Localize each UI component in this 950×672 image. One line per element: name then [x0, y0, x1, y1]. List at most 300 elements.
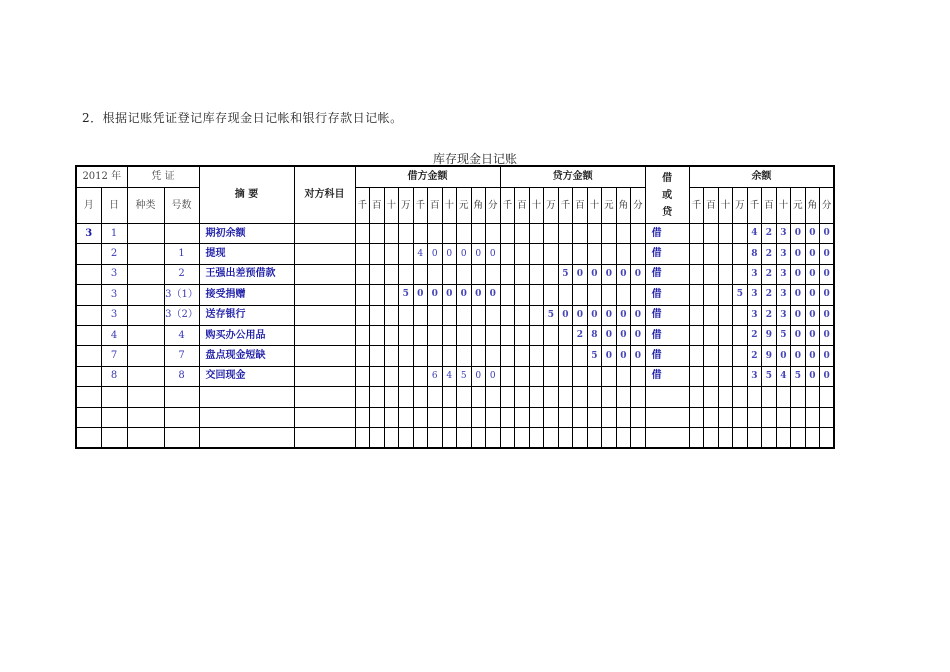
debit-header: 借方金额 [355, 166, 500, 188]
debit-digit-cell [457, 346, 472, 366]
debit-digit-cell [355, 325, 370, 345]
summary-cell: 送存银行 [199, 305, 294, 325]
balance-digit: 2 [765, 309, 773, 320]
debit-digit-cell [355, 407, 370, 427]
credit-digit-cell [616, 366, 631, 386]
balance-digit-cell [805, 224, 820, 244]
balance-digit-cell [718, 264, 733, 284]
balance-digit-cell [733, 224, 748, 244]
debit-digit-cell [442, 264, 457, 284]
balance-digit-cell [776, 285, 791, 305]
balance-digit-cell [820, 285, 835, 305]
account-cell [294, 387, 355, 407]
balance-digit-cell [762, 224, 777, 244]
credit-unit-1: 百 [515, 188, 530, 224]
credit-digit-cell [602, 285, 617, 305]
table-row [76, 387, 834, 407]
day-cell: 3 [101, 285, 127, 305]
credit-digit-cell [529, 387, 544, 407]
credit-digit-cell [544, 264, 559, 284]
credit-digit-cell [500, 264, 515, 284]
balance-digit-cell [747, 387, 762, 407]
balance-digit-cell [791, 387, 806, 407]
balance-digit: 9 [765, 350, 773, 361]
credit-digit-cell [616, 285, 631, 305]
balance-digit-cell [805, 305, 820, 325]
balance-digit-cell [820, 407, 835, 427]
debit-digit-cell [384, 285, 399, 305]
summary-cell [199, 387, 294, 407]
credit-digit-cell [544, 285, 559, 305]
balance-digit: 3 [751, 309, 758, 320]
intro-text: 2．根据记账凭证登记库存现金日记帐和银行存款日记帐。 [82, 111, 403, 125]
type-cell [127, 244, 164, 264]
balance-digit-cell [776, 346, 791, 366]
balance-digit: 0 [823, 370, 830, 381]
balance-digit-cell [733, 305, 748, 325]
credit-digit: 0 [620, 350, 627, 361]
balance-digit-cell [791, 407, 806, 427]
credit-digit-cell [500, 305, 515, 325]
day-cell: 3 [101, 264, 127, 284]
summary-cell: 提现 [199, 244, 294, 264]
balance-header: 余额 [689, 166, 834, 188]
credit-digit-cell [529, 224, 544, 244]
credit-digit: 0 [605, 268, 612, 279]
debit-digit-cell [457, 224, 472, 244]
debit-digit: 5 [460, 370, 467, 381]
debit-digit: 0 [475, 289, 482, 300]
balance-unit-7: 元 [791, 188, 806, 224]
credit-digit-cell [544, 366, 559, 386]
credit-digit-cell [602, 224, 617, 244]
credit-digit-cell [631, 387, 646, 407]
debit-digit-cell [355, 224, 370, 244]
credit-digit-cell [515, 427, 530, 448]
credit-digit-cell [602, 346, 617, 366]
balance-digit: 4 [780, 370, 787, 381]
credit-digit-cell [631, 427, 646, 448]
balance-digit-cell [820, 366, 835, 386]
balance-digit: 0 [794, 309, 802, 320]
debit-digit-cell [355, 264, 370, 284]
credit-digit-cell [631, 264, 646, 284]
credit-digit: 0 [620, 330, 627, 341]
summary-cell [199, 427, 294, 448]
balance-digit: 0 [823, 330, 830, 341]
credit-digit-cell [544, 244, 559, 264]
credit-digit-cell [558, 346, 573, 366]
credit-digit-cell [544, 305, 559, 325]
balance-digit: 0 [780, 350, 787, 361]
balance-digit: 5 [736, 289, 744, 300]
balance-digit-cell [820, 387, 835, 407]
day-cell: 3 [101, 305, 127, 325]
debit-digit-cell [355, 387, 370, 407]
debit-digit-cell [471, 244, 486, 264]
debit-digit: 6 [431, 370, 438, 381]
balance-digit: 0 [809, 248, 816, 259]
balance-digit: 0 [794, 350, 802, 361]
credit-digit-cell [616, 305, 631, 325]
debit-digit-cell [486, 264, 501, 284]
balance-digit-cell [791, 325, 806, 345]
debit-digit-cell [428, 346, 443, 366]
credit-unit-2: 十 [529, 188, 544, 224]
credit-digit-cell [515, 325, 530, 345]
month-cell [76, 427, 101, 448]
debit-digit-cell [370, 346, 385, 366]
balance-digit: 2 [751, 330, 758, 341]
balance-digit-cell [762, 427, 777, 448]
month-cell [76, 407, 101, 427]
credit-digit: 2 [576, 330, 583, 341]
debit-digit: 0 [417, 289, 424, 300]
balance-digit: 2 [765, 268, 773, 279]
balance-digit: 3 [780, 228, 787, 239]
balance-digit: 3 [780, 248, 787, 259]
debit-digit-cell [413, 285, 428, 305]
credit-digit-cell [573, 407, 588, 427]
debit-digit-cell [471, 407, 486, 427]
credit-digit: 0 [591, 309, 598, 320]
balance-digit-cell [718, 305, 733, 325]
debit-digit-cell [399, 407, 414, 427]
debit-digit-cell [442, 285, 457, 305]
debit-digit-cell [413, 264, 428, 284]
credit-digit-cell [500, 366, 515, 386]
credit-digit-cell [602, 244, 617, 264]
balance-unit-0: 千 [689, 188, 704, 224]
debit-digit-cell [428, 387, 443, 407]
balance-digit-cell [733, 264, 748, 284]
balance-digit-cell [791, 285, 806, 305]
type-cell [127, 305, 164, 325]
credit-digit-cell [544, 427, 559, 448]
balance-digit-cell [791, 427, 806, 448]
type-cell [127, 325, 164, 345]
balance-digit-cell [791, 244, 806, 264]
day-cell: 1 [101, 224, 127, 244]
cash-journal-table [75, 165, 835, 449]
debit-digit-cell [384, 366, 399, 386]
balance-digit-cell [805, 366, 820, 386]
account-cell [294, 366, 355, 386]
balance-digit-cell [718, 244, 733, 264]
credit-digit-cell [529, 264, 544, 284]
credit-digit-cell [616, 387, 631, 407]
credit-digit: 5 [591, 350, 598, 361]
debit-digit-cell [457, 427, 472, 448]
debit-digit-cell [486, 427, 501, 448]
credit-digit-cell [544, 224, 559, 244]
balance-digit-cell [776, 264, 791, 284]
number-cell: 2 [164, 264, 199, 284]
debit-digit-cell [486, 346, 501, 366]
direction-cell: 借 [645, 244, 689, 264]
credit-digit-cell [616, 244, 631, 264]
day-cell: 7 [101, 346, 127, 366]
credit-digit-cell [500, 407, 515, 427]
balance-digit: 5 [794, 370, 802, 381]
table-row [76, 427, 834, 448]
debit-digit-cell [486, 285, 501, 305]
debit-digit-cell [428, 407, 443, 427]
balance-digit-cell [762, 366, 777, 386]
debit-digit-cell [399, 387, 414, 407]
debit-digit-cell [355, 285, 370, 305]
balance-digit: 0 [823, 248, 830, 259]
credit-digit-cell [602, 387, 617, 407]
balance-digit-cell [820, 346, 835, 366]
month-cell [76, 387, 101, 407]
balance-digit-cell [762, 244, 777, 264]
credit-digit-cell [631, 244, 646, 264]
balance-digit: 2 [751, 350, 758, 361]
month-cell [76, 346, 101, 366]
debit-digit-cell [442, 346, 457, 366]
debit-digit-cell [384, 264, 399, 284]
balance-digit-cell [733, 387, 748, 407]
balance-digit-cell [733, 427, 748, 448]
credit-digit-cell [529, 346, 544, 366]
number-cell [164, 427, 199, 448]
credit-digit-cell [558, 325, 573, 345]
credit-digit: 0 [605, 309, 612, 320]
credit-digit-cell [558, 224, 573, 244]
debit-digit-cell [471, 427, 486, 448]
balance-digit-cell [747, 264, 762, 284]
debit-digit-cell [442, 325, 457, 345]
balance-digit: 2 [765, 228, 773, 239]
debit-digit-cell [457, 264, 472, 284]
debit-digit-cell [384, 325, 399, 345]
debit-digit-cell [399, 346, 414, 366]
credit-digit-cell [573, 325, 588, 345]
credit-digit-cell [529, 366, 544, 386]
credit-digit-cell [558, 244, 573, 264]
credit-digit-cell [558, 264, 573, 284]
balance-digit-cell [762, 305, 777, 325]
balance-digit: 0 [809, 350, 816, 361]
balance-digit-cell [718, 285, 733, 305]
account-cell [294, 244, 355, 264]
debit-digit-cell [442, 427, 457, 448]
summary-cell: 王强出差预借款 [199, 264, 294, 284]
credit-digit-cell [587, 305, 602, 325]
balance-digit-cell [747, 244, 762, 264]
table-row [76, 346, 834, 366]
credit-digit: 5 [562, 268, 569, 279]
debit-digit-cell [384, 305, 399, 325]
balance-digit-cell [689, 407, 704, 427]
credit-digit-cell [515, 387, 530, 407]
credit-digit-cell [631, 366, 646, 386]
balance-digit: 3 [751, 289, 758, 300]
number-cell [164, 224, 199, 244]
credit-digit: 0 [576, 309, 583, 320]
balance-digit-cell [747, 325, 762, 345]
type-cell [127, 387, 164, 407]
debit-digit-cell [442, 244, 457, 264]
debit-digit-cell [384, 244, 399, 264]
debit-digit-cell [370, 224, 385, 244]
balance-digit: 0 [794, 289, 802, 300]
balance-digit: 4 [751, 228, 758, 239]
type-cell [127, 407, 164, 427]
credit-digit-cell [631, 325, 646, 345]
debit-digit-cell [486, 366, 501, 386]
direction-cell: 借 [645, 224, 689, 244]
credit-header: 贷方金额 [500, 166, 645, 188]
balance-digit-cell [820, 305, 835, 325]
balance-digit-cell [805, 427, 820, 448]
debit-digit-cell [471, 366, 486, 386]
balance-digit-cell [776, 427, 791, 448]
number-cell [164, 407, 199, 427]
debit-digit-cell [355, 305, 370, 325]
direction-cell: 借 [645, 305, 689, 325]
debit-digit: 0 [460, 248, 467, 259]
balance-digit-cell [762, 346, 777, 366]
credit-unit-3: 万 [544, 188, 559, 224]
balance-digit: 0 [794, 268, 802, 279]
debit-digit-cell [457, 325, 472, 345]
credit-unit-7: 元 [602, 188, 617, 224]
credit-digit-cell [573, 427, 588, 448]
debit-digit-cell [384, 224, 399, 244]
debit-digit-cell [471, 305, 486, 325]
balance-digit: 0 [823, 228, 830, 239]
debit-digit-cell [355, 244, 370, 264]
balance-digit-cell [747, 427, 762, 448]
credit-digit-cell [616, 427, 631, 448]
debit-digit-cell [428, 264, 443, 284]
credit-digit: 0 [591, 268, 598, 279]
debit-digit: 4 [446, 370, 453, 381]
credit-digit-cell [587, 427, 602, 448]
balance-digit: 2 [765, 248, 773, 259]
balance-digit: 3 [751, 268, 758, 279]
balance-digit: 2 [765, 289, 773, 300]
table-row [76, 407, 834, 427]
balance-digit-cell [689, 427, 704, 448]
balance-unit-3: 万 [733, 188, 748, 224]
credit-digit-cell [631, 305, 646, 325]
type-cell [127, 264, 164, 284]
balance-digit-cell [733, 325, 748, 345]
balance-digit: 3 [780, 309, 787, 320]
debit-digit: 0 [431, 289, 438, 300]
balance-digit-cell [791, 346, 806, 366]
debit-digit: 0 [446, 289, 453, 300]
balance-digit: 0 [823, 309, 830, 320]
balance-digit-cell [747, 224, 762, 244]
balance-digit-cell [791, 366, 806, 386]
balance-digit-cell [733, 285, 748, 305]
credit-digit-cell [587, 244, 602, 264]
balance-digit-cell [733, 244, 748, 264]
credit-digit-cell [515, 264, 530, 284]
debit-unit-1: 百 [370, 188, 385, 224]
summary-cell: 接受捐赠 [199, 285, 294, 305]
debit-unit-3: 万 [399, 188, 414, 224]
balance-digit-cell [718, 325, 733, 345]
credit-digit-cell [515, 224, 530, 244]
credit-digit-cell [515, 407, 530, 427]
balance-digit-cell [704, 387, 719, 407]
number-header: 号数 [164, 188, 199, 224]
debit-digit-cell [370, 427, 385, 448]
credit-unit-8: 角 [616, 188, 631, 224]
debit-digit-cell [442, 387, 457, 407]
balance-digit: 0 [794, 330, 802, 341]
debit-digit-cell [413, 407, 428, 427]
credit-digit-cell [587, 387, 602, 407]
balance-digit-cell [805, 244, 820, 264]
credit-digit-cell [500, 427, 515, 448]
debit-digit-cell [428, 224, 443, 244]
debit-digit-cell [384, 387, 399, 407]
balance-digit-cell [689, 224, 704, 244]
debit-digit-cell [355, 366, 370, 386]
balance-digit-cell [704, 264, 719, 284]
day-header: 日 [101, 188, 127, 224]
credit-digit-cell [529, 427, 544, 448]
debit-digit-cell [428, 366, 443, 386]
month-header: 月 [76, 188, 101, 224]
debit-digit: 0 [489, 370, 496, 381]
balance-digit-cell [689, 244, 704, 264]
debit-digit-cell [471, 325, 486, 345]
balance-digit-cell [718, 407, 733, 427]
type-cell [127, 427, 164, 448]
credit-digit-cell [602, 325, 617, 345]
credit-digit-cell [631, 285, 646, 305]
credit-digit: 0 [634, 350, 641, 361]
balance-digit-cell [689, 387, 704, 407]
debit-digit: 0 [489, 289, 496, 300]
debit-digit: 0 [489, 248, 496, 259]
balance-digit-cell [718, 366, 733, 386]
summary-cell: 盘点现金短缺 [199, 346, 294, 366]
balance-digit-cell [776, 325, 791, 345]
debit-digit-cell [370, 264, 385, 284]
balance-digit-cell [733, 346, 748, 366]
balance-digit-cell [733, 407, 748, 427]
balance-digit-cell [762, 407, 777, 427]
credit-digit-cell [558, 427, 573, 448]
debit-digit-cell [399, 244, 414, 264]
number-cell: 7 [164, 346, 199, 366]
credit-unit-4: 千 [558, 188, 573, 224]
balance-unit-2: 十 [718, 188, 733, 224]
debit-digit-cell [370, 387, 385, 407]
balance-digit-cell [704, 366, 719, 386]
debit-digit: 0 [446, 248, 453, 259]
balance-digit: 3 [780, 289, 787, 300]
balance-digit-cell [776, 224, 791, 244]
debit-digit-cell [486, 305, 501, 325]
header-row-2 [76, 188, 834, 224]
credit-unit-6: 十 [587, 188, 602, 224]
credit-digit-cell [529, 407, 544, 427]
credit-digit-cell [573, 387, 588, 407]
debit-unit-4: 千 [413, 188, 428, 224]
table-row [76, 325, 834, 345]
balance-digit: 0 [809, 309, 816, 320]
direction-cell: 借 [645, 264, 689, 284]
